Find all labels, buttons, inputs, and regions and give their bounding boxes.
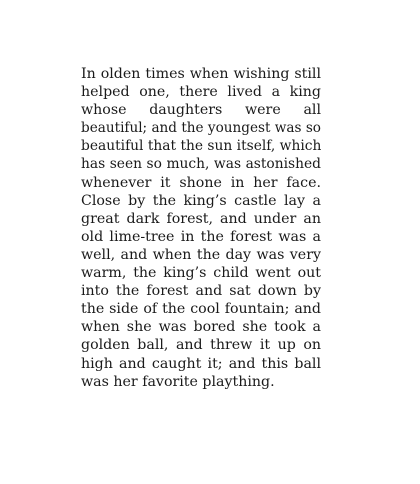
paragraph-line: whose daughters were all <box>81 102 321 119</box>
paragraph-line: old lime-tree in the forest was a <box>81 228 321 245</box>
paragraph-line: well, and when the day was very <box>81 246 321 263</box>
paragraph-line: the side of the cool fountain; and <box>81 301 321 318</box>
paragraph-line: whenever it shone in her face. <box>81 174 321 191</box>
paragraph-line: high and caught it; and this ball <box>81 355 321 372</box>
paragraph-line: has seen so much, was astonished <box>81 156 321 173</box>
paragraph-line: was her favorite plaything. <box>81 373 275 390</box>
paragraph-line: warm, the king’s child went out <box>81 265 321 282</box>
paragraph-line: golden ball, and threw it up on <box>81 337 321 354</box>
body-paragraph <box>81 65 321 391</box>
paragraph-line: beautiful; and the youngest was so <box>81 120 321 137</box>
paragraph-line: Close by the king’s castle lay a <box>81 192 321 209</box>
paragraph-line: beautiful that the sun itself, which <box>81 138 321 155</box>
paragraph-line: into the forest and sat down by <box>81 283 321 300</box>
paragraph-line: when she was bored she took a <box>81 319 321 336</box>
paragraph-line: In olden times when wishing still <box>81 66 321 82</box>
paragraph-line: helped one, there lived a king <box>81 84 321 101</box>
paragraph-line: great dark forest, and under an <box>81 210 321 227</box>
